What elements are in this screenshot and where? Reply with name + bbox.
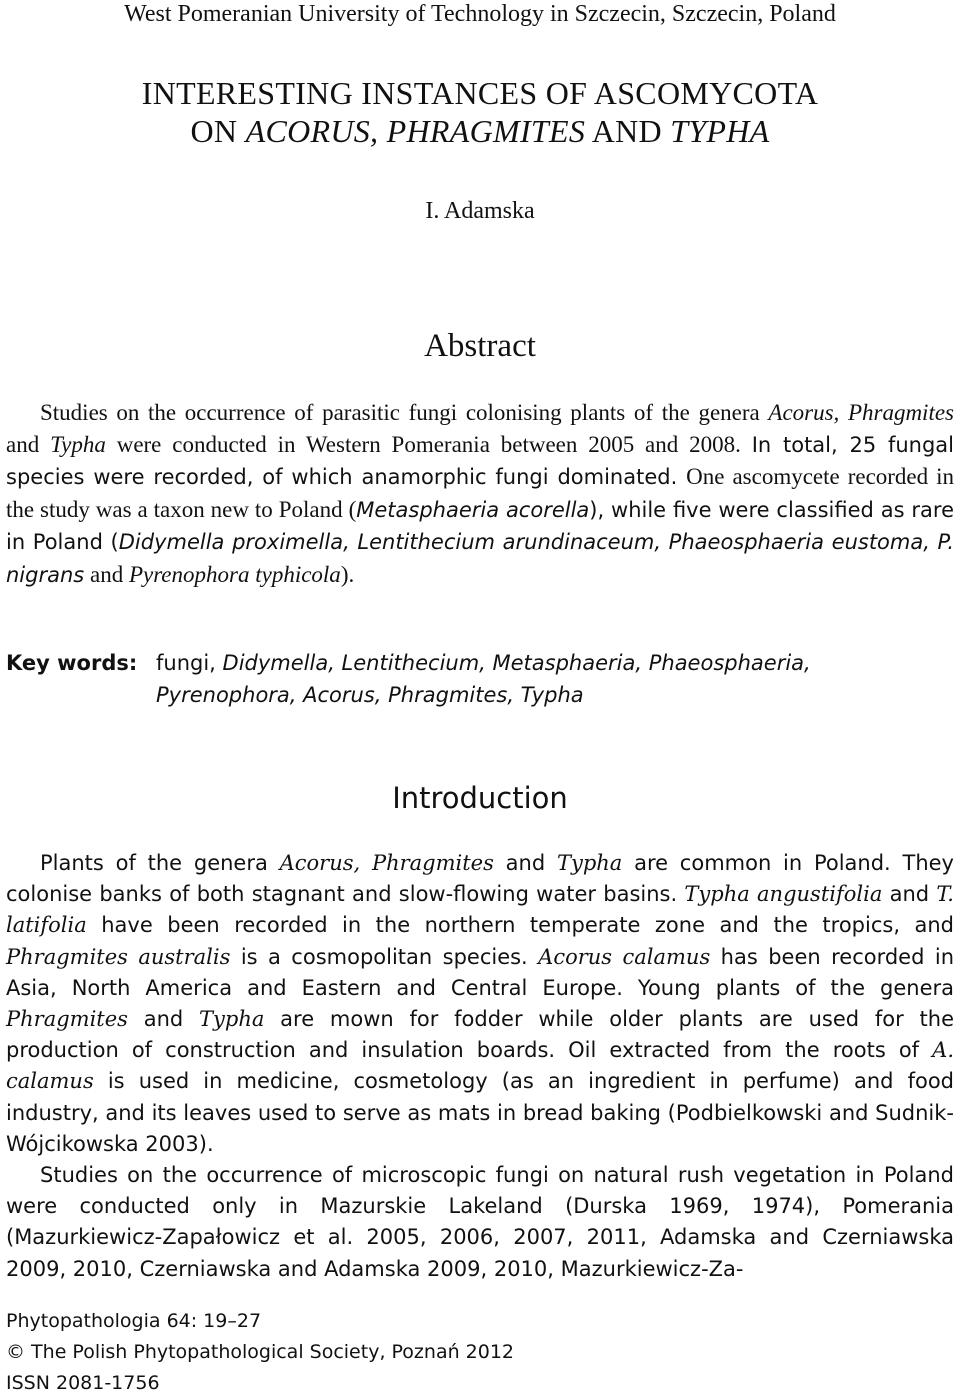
keywords-list (156, 648, 954, 711)
abstract-text: and (84, 561, 129, 587)
taxon-name: Phragmites australis (6, 944, 231, 969)
taxon-name: Metasphaeria acorella (356, 497, 590, 522)
intro-text: Plants of the genera (40, 851, 280, 875)
journal-citation: Phytopathologia 64: 19–27 (6, 1310, 262, 1332)
taxon-name: Typha (556, 851, 623, 875)
intro-text: has been recorded in Asia, North America and Eastern and Central Europe. Young plants of the genera (6, 944, 954, 1000)
abstract-heading: Abstract (424, 328, 536, 364)
taxon-name: T. latifolia (6, 882, 954, 938)
introduction-heading: Introduction (392, 781, 568, 815)
intro-text: are common in Poland. They colonise banks of both stagnant and slow-flowing water basins. (6, 851, 954, 907)
author: I. Adamska (425, 198, 535, 224)
keywords-label: Key words: (6, 651, 138, 675)
intro-text: and (493, 851, 557, 875)
keyword-terms: Didymella, Lentithecium, Metasphaeria, Phaeosphaeria, Pyrenophora, Acorus, Phragmites, Typha (156, 651, 811, 707)
abstract-text: and (6, 431, 51, 457)
taxon-name: Acorus, Phragmites (768, 400, 954, 425)
title-line-1: INTERESTING INSTANCES OF ASCOMYCOTA (141, 75, 819, 111)
title-genera: ACORUS, PHRAGMITES (245, 113, 586, 149)
abstract-body (6, 397, 954, 591)
taxon-name: Acorus calamus (538, 944, 711, 969)
intro-text: is used in medicine, cosmetology (as an ingredient in perfume) and food industry, and its leaves used to serve as mats in bread baking (Podbielkowski and Sudnik-Wójcikowska 2003). (6, 1069, 954, 1156)
keywords (6, 648, 954, 711)
issn: ISSN 2081-1756 (6, 1372, 160, 1394)
intro-text: and (127, 1007, 200, 1032)
taxon-name: A. calamus (6, 1038, 954, 1094)
title-line-2 (0, 112, 960, 150)
abstract-text: In total, 25 fungal species were recorded, of which anamorphic fungi dominated. (6, 432, 954, 489)
title-text: ON (190, 113, 246, 149)
copyright-notice: © The Polish Phytopathological Society, Poznań 2012 (6, 1341, 515, 1363)
intro-text: and (882, 882, 937, 907)
title-genus: TYPHA (670, 113, 770, 149)
abstract-text: ). (340, 561, 355, 587)
taxon-name: Phragmites (6, 1007, 128, 1032)
intro-text: is a cosmopolitan species. (230, 944, 539, 969)
abstract-text: Studies on the occurrence of parasitic fungi colonising plants of the genera (40, 400, 769, 425)
introduction-body (6, 848, 954, 1285)
abstract-text: ), while five were classified as rare in Poland ( (6, 497, 954, 554)
intro-text: have been recorded in the northern temperate zone and the tropics, and (86, 913, 954, 938)
abstract-text: were conducted in Western Pomerania between 2005 and 2008. (105, 431, 752, 457)
taxon-name: Pyrenophora typhicola (128, 561, 341, 587)
abstract-paragraph (6, 397, 954, 591)
paper-title (0, 74, 960, 150)
affiliation: West Pomeranian University of Technology in Szczecin, Szczecin, Poland (124, 1, 836, 27)
taxon-name: Typha (199, 1007, 265, 1032)
keyword-text: fungi, (156, 651, 223, 675)
intro-paragraph-2: Studies on the occurrence of microscopic fungi on natural rush vegetation in Poland were conducted only in Mazurskie Lakeland (Durska 1969, 1974), Pomerania (Mazurkiewicz-Zapałowicz et al. 2005, 2006, 2007, 2011, Adamska and Czerniawska 2009, 2010, Czerniawska and Adamska 2009, 2010, Mazurkiewicz-Za- (6, 1163, 954, 1281)
title-text: AND (585, 113, 671, 149)
taxon-name: Acorus, Phragmites (279, 851, 494, 875)
intro-text: are mown for fodder while older plants are used for the production of construction and insulation boards. Oil extracted from the roots of (6, 1007, 955, 1063)
abstract-text: One ascomycete recorded in the study was a taxon new to Poland ( (6, 464, 954, 522)
intro-paragraph-1 (6, 848, 954, 1160)
taxon-name: Typha angustifolia (684, 882, 883, 907)
taxon-name: Typha (50, 431, 106, 457)
taxon-list: Didymella proximella, Lentithecium arundinaceum, Phaeosphaeria eustoma, P. nigrans (6, 530, 954, 587)
publication-footer (6, 1306, 606, 1399)
